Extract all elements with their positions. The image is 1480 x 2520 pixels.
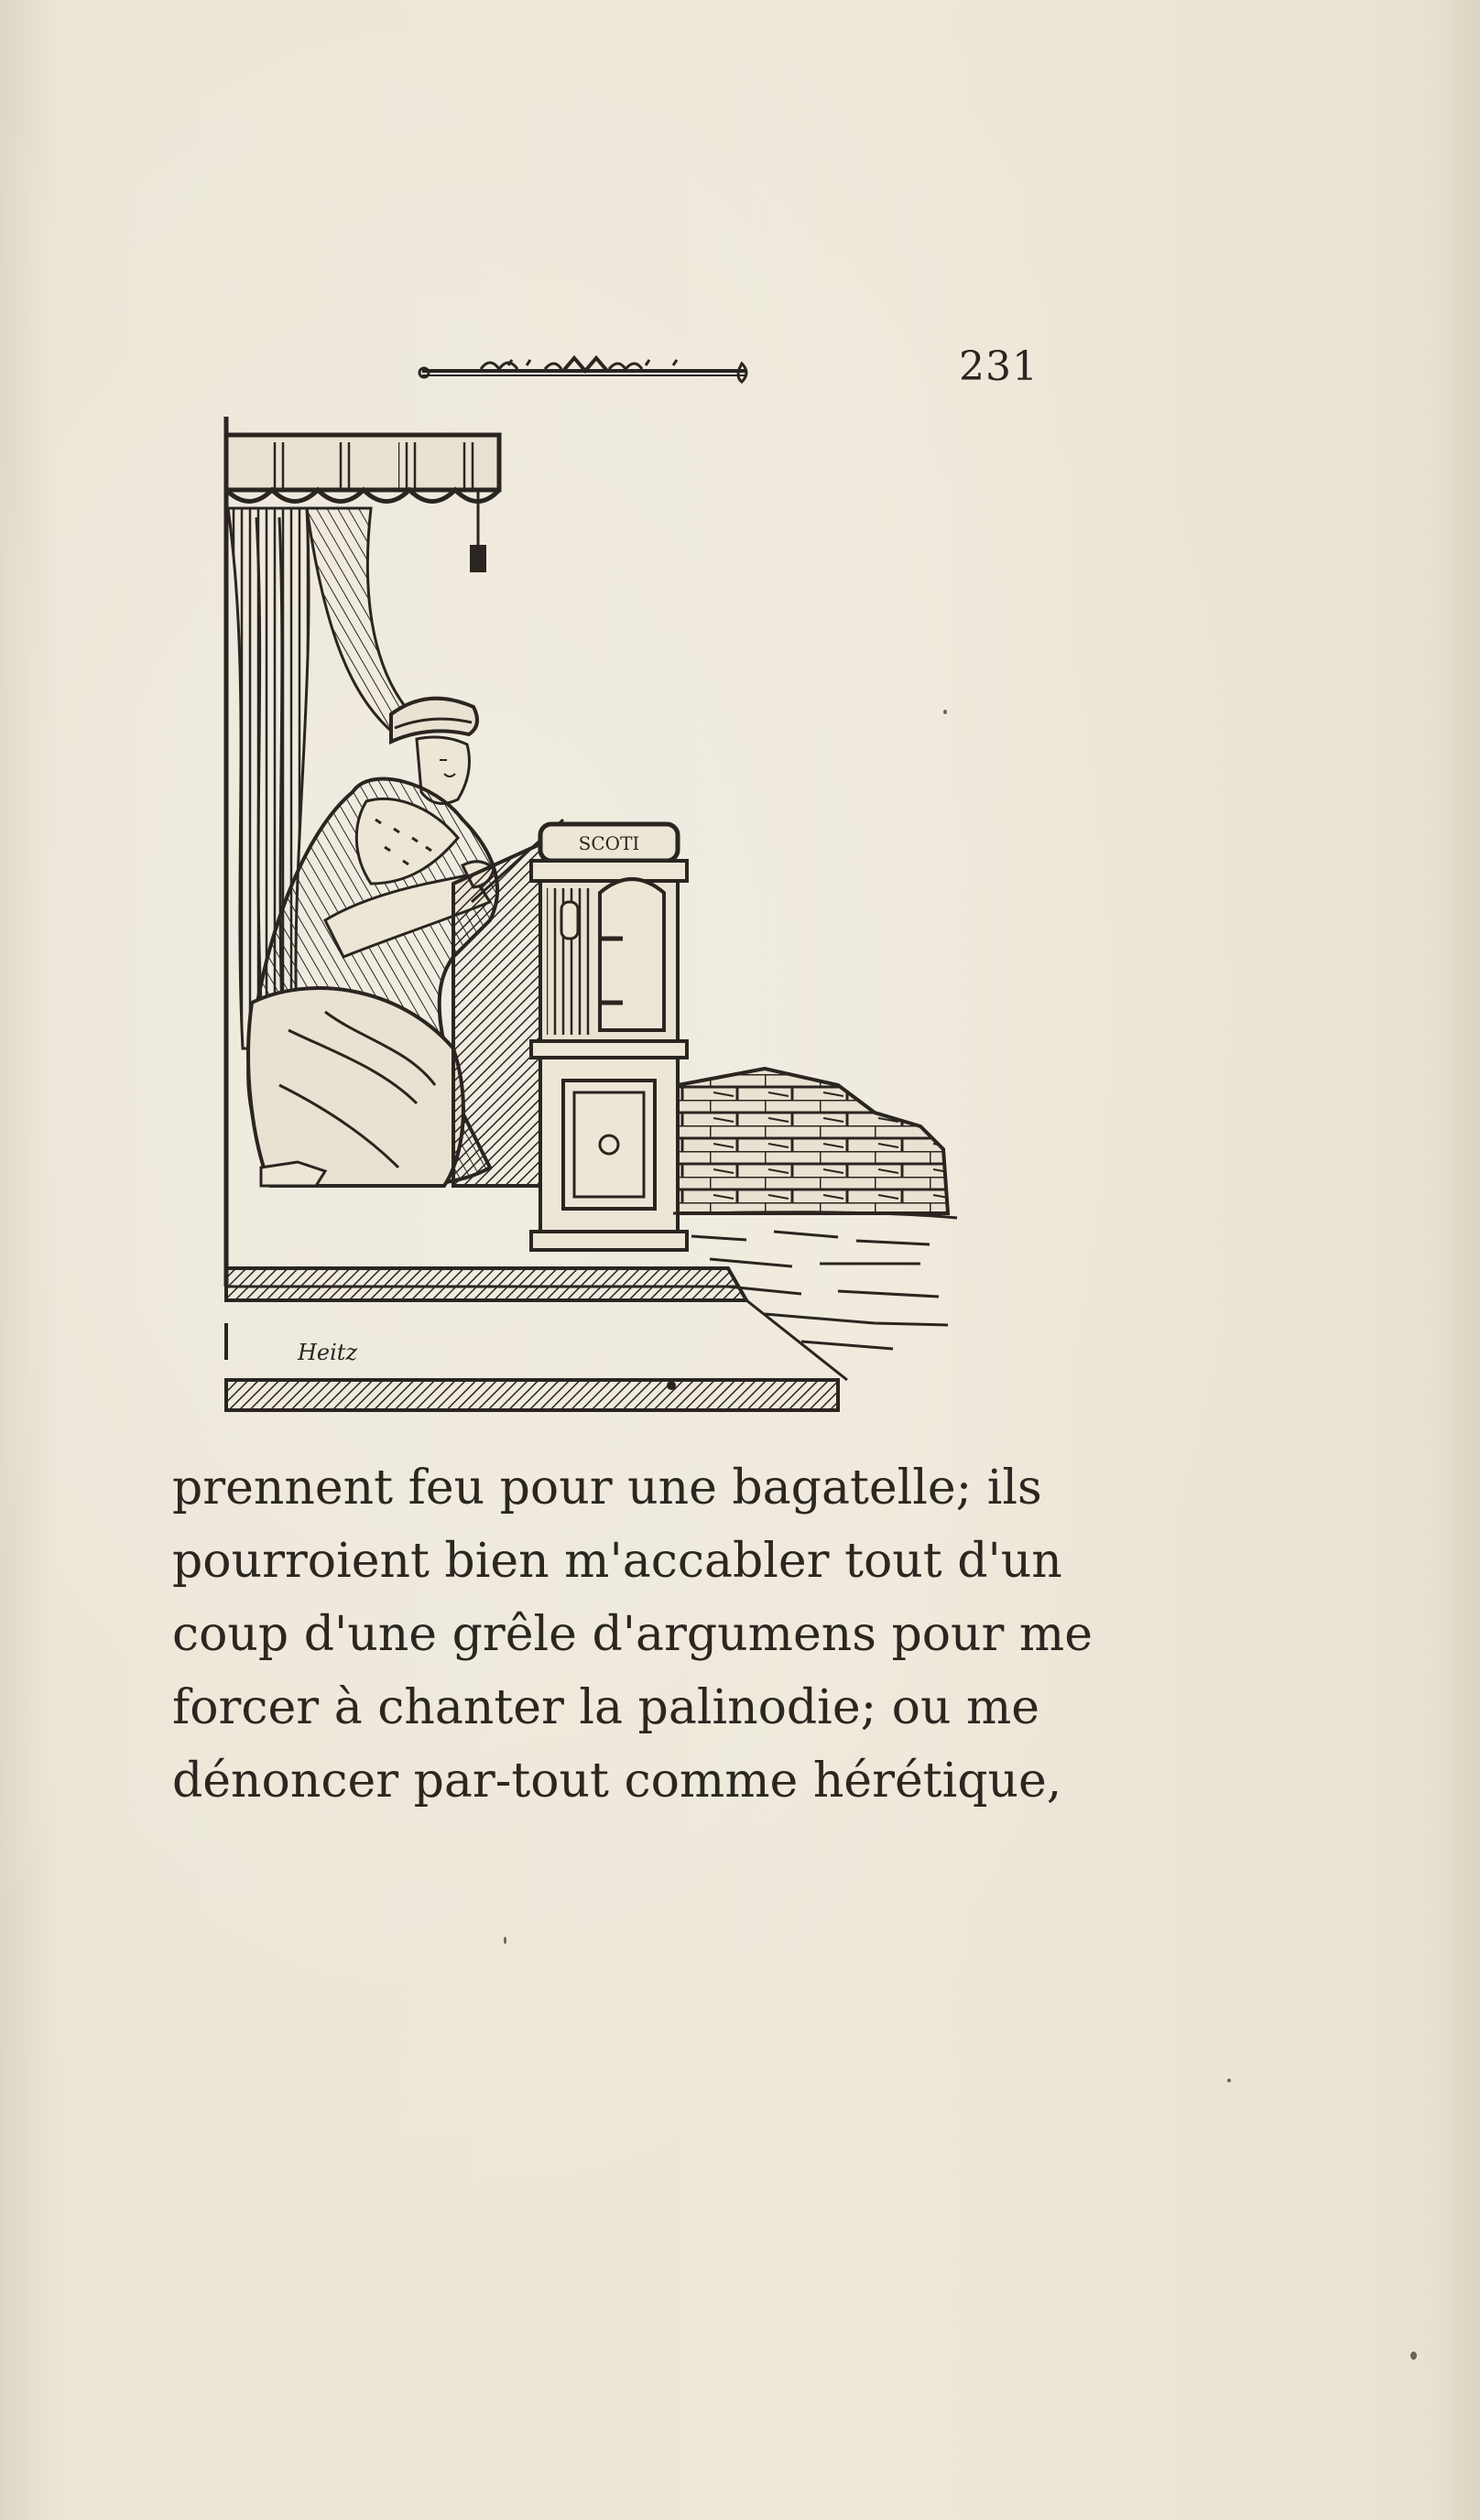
woodcut-illustration (215, 407, 966, 1424)
paper-speck (943, 710, 947, 714)
text-line: pourroient bien m'accabler tout d'un (172, 1534, 1062, 1589)
book-cabinet (531, 824, 687, 1250)
base-border (226, 1380, 838, 1410)
paper-speck (1410, 2352, 1417, 2360)
cabinet-label: SCOTI (578, 832, 640, 854)
headpiece-ornament-icon (417, 351, 756, 387)
text-line: coup d'une grêle d'argumens pour me (172, 1607, 1094, 1662)
paper-speck (504, 1937, 506, 1944)
page-number: 231 (959, 343, 1039, 390)
paper-speck (1227, 2079, 1231, 2082)
body-text (172, 1451, 1094, 1818)
text-line: prennent feu pour une bagatelle; ils (172, 1461, 1042, 1515)
floor-platform (226, 1268, 746, 1300)
running-head (417, 343, 1452, 407)
text-line: dénoncer par-tout comme hérétique, (172, 1754, 1062, 1809)
text-line: forcer à chanter la palinodie; ou me (172, 1680, 1040, 1735)
artist-signature: Heitz (298, 1340, 358, 1365)
ruined-brick-wall (678, 1069, 948, 1213)
